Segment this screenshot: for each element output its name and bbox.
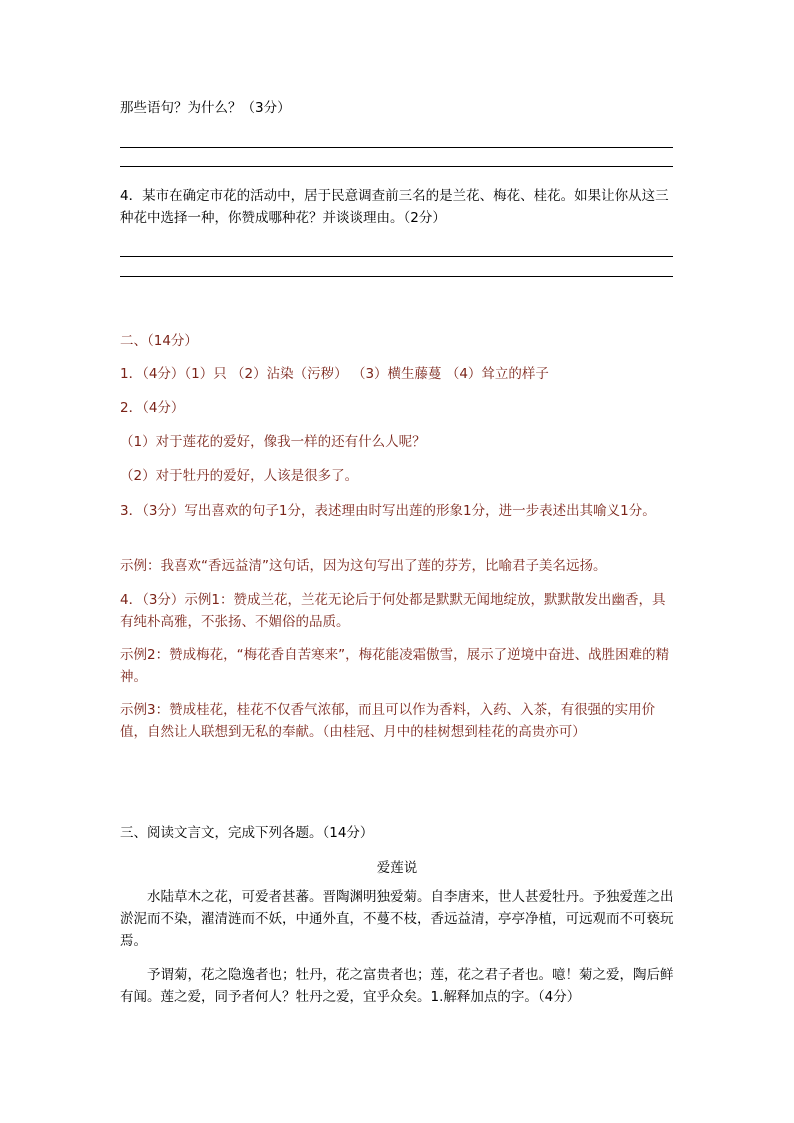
answer-line [120,256,673,257]
answer-line [120,147,673,148]
answer-3: 3．（3分）写出喜欢的句子1分，表述理由时写出莲的形象1分，进一步表述出其喻义1分。 [120,503,656,519]
answer-2-part-1: （1）对于莲花的爱好，像我一样的还有什么人呢？ [120,434,426,450]
answer-4-example-2: 示例2：赞成梅花，“梅花香自苦寒来”，梅花能凌霜傲雪，展示了逆境中奋进、战胜困难的精神。 [120,647,670,685]
answer-line [120,276,673,277]
question-3-tail: 那些语句？为什么？（3分） [120,100,291,116]
answer-2-part-2: （2）对于牡丹的爱好，人该是很多了。 [120,468,359,484]
answer-2-heading: 2．（4分） [120,400,185,416]
passage-paragraph-2: 予谓菊，花之隐逸者也；牡丹，花之富贵者也；莲，花之君子者也。噫！菊之爱，陶后鲜有闻。莲之爱，同予者何人？牡丹之爱，宜乎众矣。1.解释加点的字。（4分） [120,967,674,1005]
question-4: 4．某市在确定市花的活动中，居于民意调查前三名的是兰花、梅花、桂花。如果让你从这三种花中选择一种，你赞成哪种花？并谈谈理由。（2分） [120,188,669,226]
section-2-heading: 二、（14分） [120,333,198,349]
passage-paragraph-1: 水陆草木之花，可爱者甚蕃。晋陶渊明独爱菊。自李唐来，世人甚爱牡丹。予独爱莲之出淤泥而不染，濯清涟而不妖，中通外直，不蔓不枝，香远益清，亭亭净植，可远观而不可亵玩焉。 [120,889,674,949]
passage-title: 爱莲说 [376,860,418,876]
section-3-heading: 三、阅读文言文，完成下列各题。（14分） [120,825,374,841]
answer-4-example-3: 示例3：赞成桂花，桂花不仅香气浓郁，而且可以作为香料，入药、入茶，有很强的实用价值，自然让人联想到无私的奉献。（由桂冠、月中的桂树想到桂花的高贵亦可） [120,702,656,740]
answer-4-example-1: 4．（3分）示例1：赞成兰花，兰花无论后于何处都是默默无闻地绽放，默默散发出幽香，具有纯朴高雅，不张扬、不媚俗的品质。 [120,592,666,630]
answer-3-example: 示例：我喜欢“香远益清”这句话，因为这句写出了莲的芬芳，比喻君子美名远扬。 [120,558,607,574]
answer-1: 1．（4分）（1）只 （2）沾染（污秽） （3）横生藤蔓 （4）耸立的样子 [120,366,549,382]
answer-line [120,166,673,167]
